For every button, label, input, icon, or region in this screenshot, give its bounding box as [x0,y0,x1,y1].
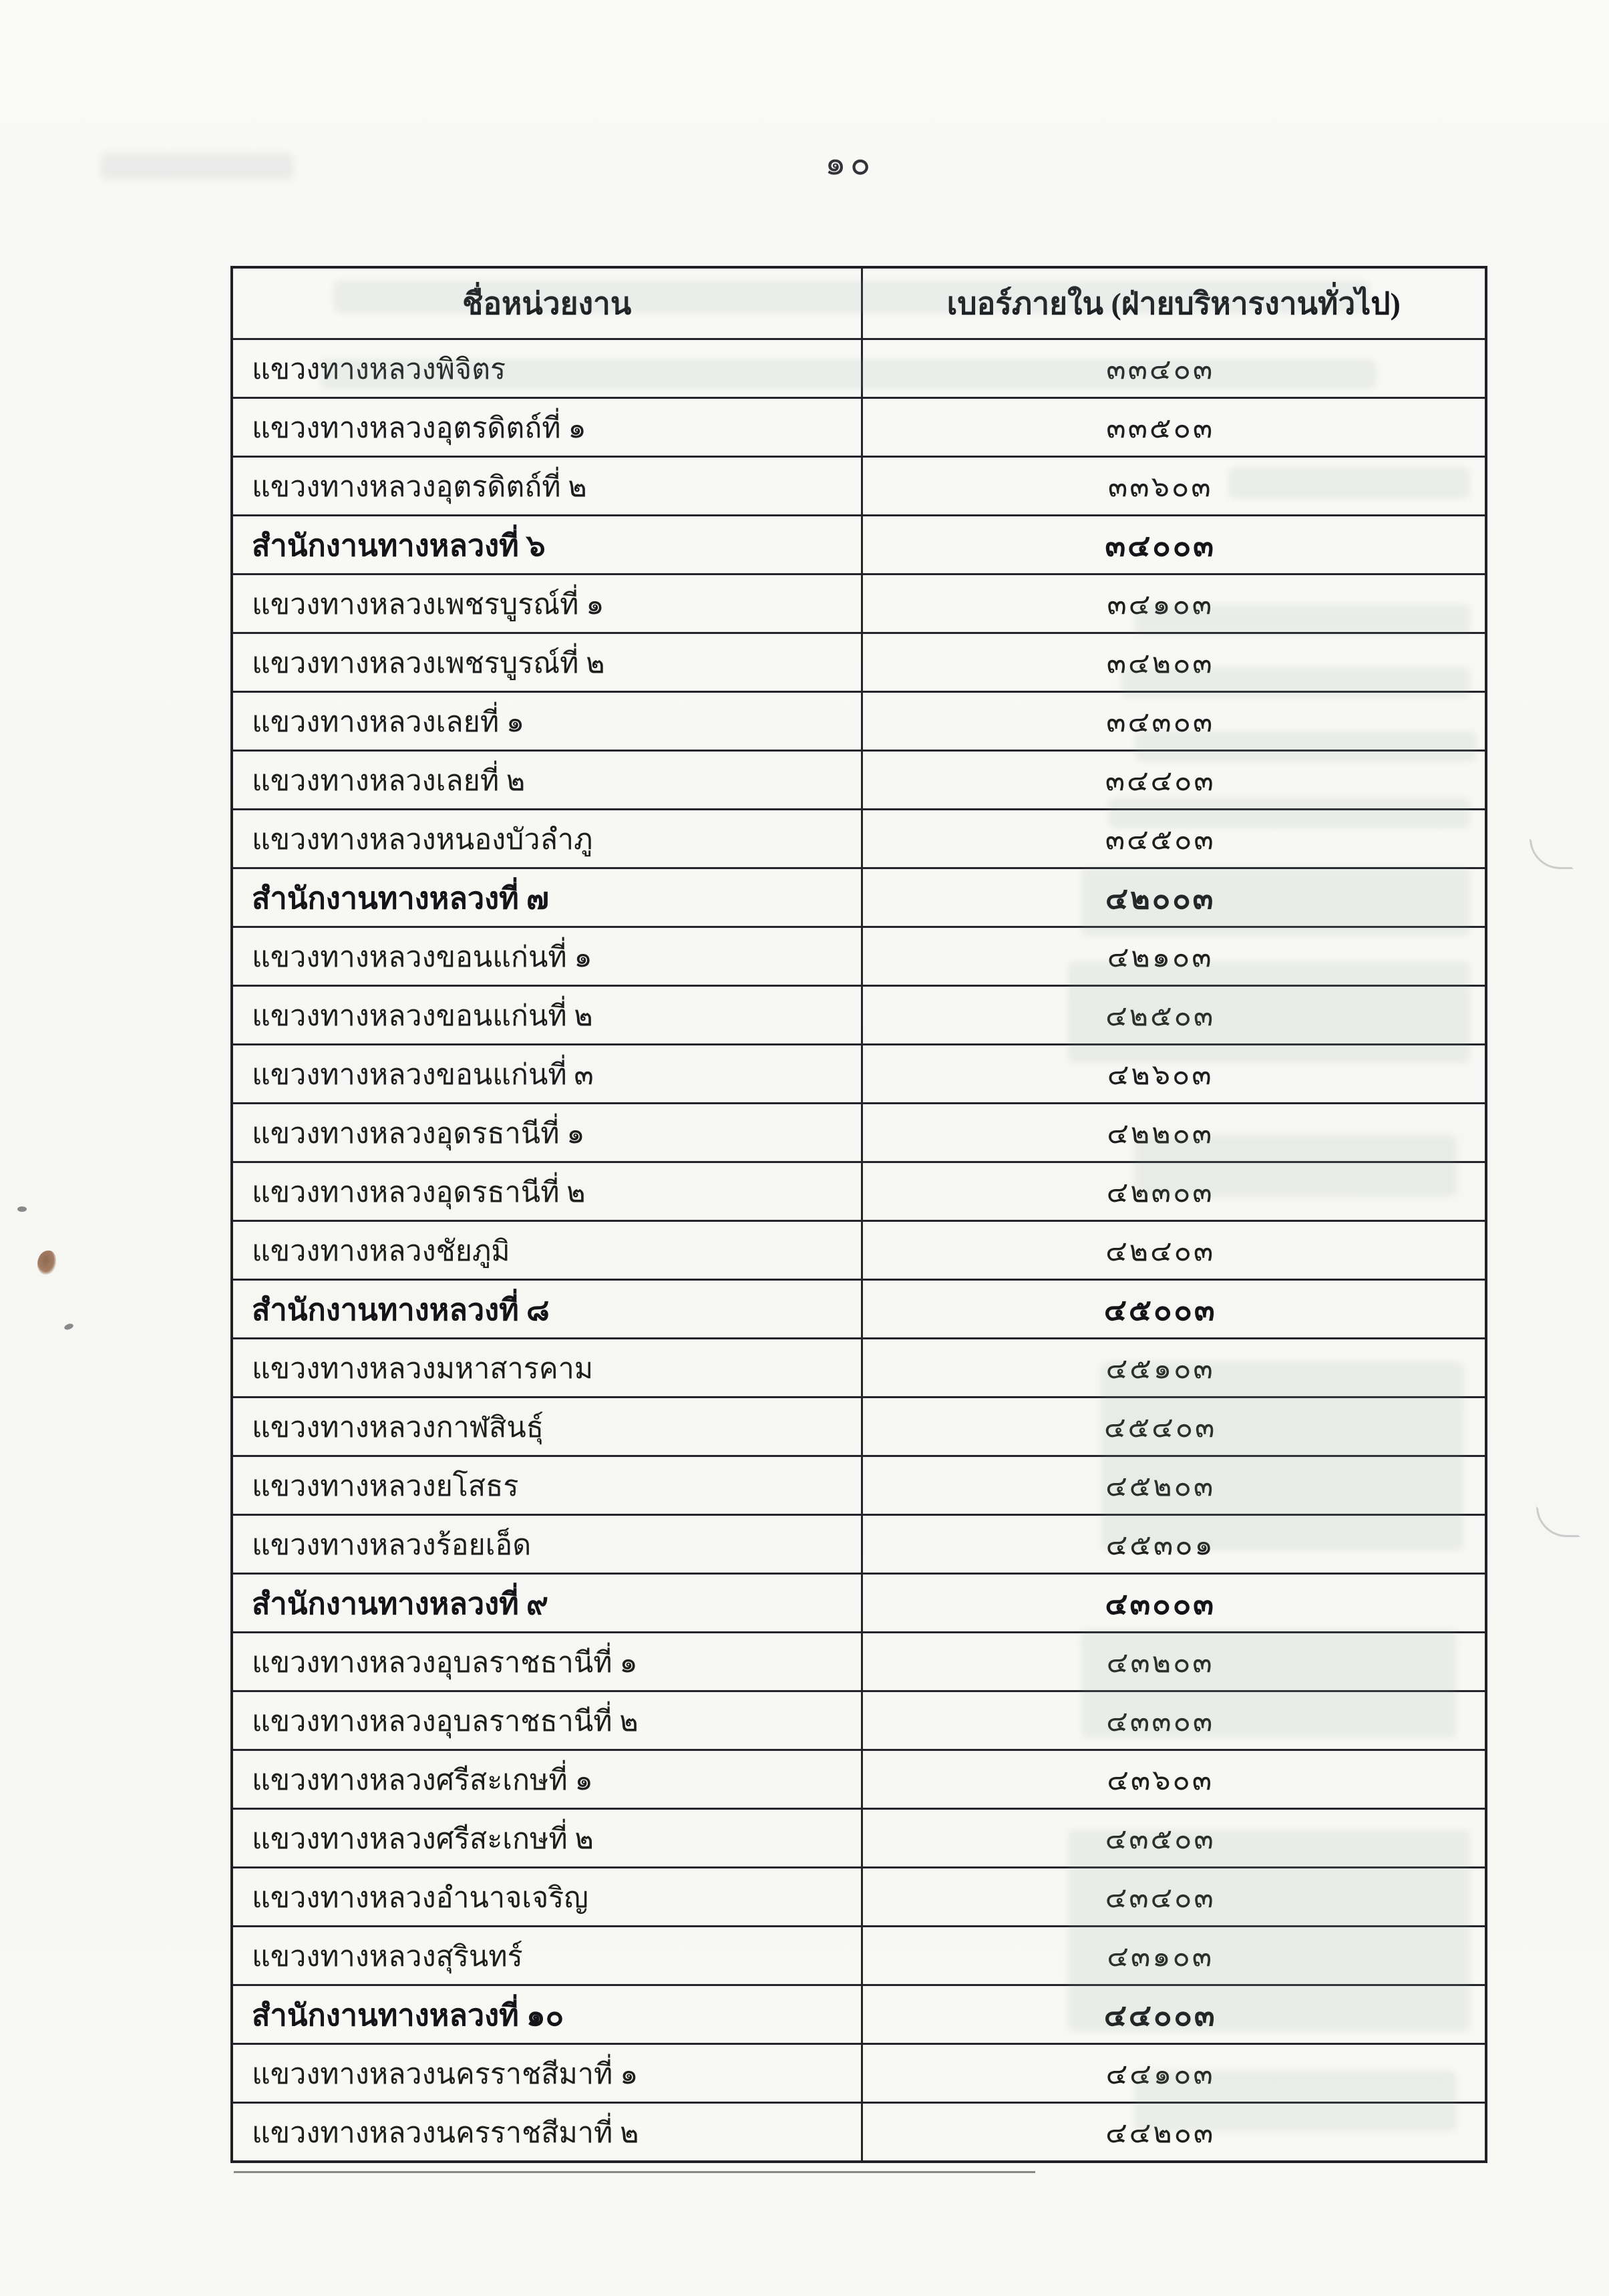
table-row [232,1985,1486,2044]
phone-number-cell: ๔๒๕๐๓ [862,986,1486,1045]
phone-number-cell: ๓๔๕๐๓ [862,810,1486,868]
phone-number-cell: ๔๕๔๐๓ [862,1398,1486,1456]
ink-blot-artifact [37,1251,56,1275]
org-name-cell: แขวงทางหลวงอุตรดิตถ์ที่ ๑ [232,398,862,457]
table-row [232,2103,1486,2162]
table-row [232,868,1486,927]
table-row [232,1750,1486,1809]
org-name-cell: สำนักงานทางหลวงที่ ๖ [232,516,862,575]
phone-number-cell: ๔๓๑๐๓ [862,1927,1486,1985]
phone-number-cell: ๔๓๔๐๓ [862,1868,1486,1927]
table-row [232,516,1486,575]
ink-speck-artifact [63,1323,74,1331]
phone-number-cell: ๔๔๒๐๓ [862,2103,1486,2162]
phone-number-cell: ๔๓๒๐๓ [862,1633,1486,1691]
table-header [232,267,1486,339]
table-row [232,810,1486,868]
table-row [232,1574,1486,1633]
table-row [232,1280,1486,1339]
org-name-cell: แขวงทางหลวงเพชรบูรณ์ที่ ๑ [232,575,862,633]
table-header-phone: เบอร์ภายใน (ฝ่ายบริหารงานทั่วไป) [862,267,1486,339]
phone-number-cell: ๔๒๓๐๓ [862,1162,1486,1221]
phone-number-cell: ๔๓๖๐๓ [862,1750,1486,1809]
org-name-cell: แขวงทางหลวงอุตรดิตถ์ที่ ๒ [232,457,862,516]
org-name-cell: แขวงทางหลวงมหาสารคาม [232,1339,862,1398]
phone-number-cell: ๔๔๑๐๓ [862,2044,1486,2103]
phone-number-cell: ๔๒๑๐๓ [862,927,1486,986]
org-name-cell: แขวงทางหลวงขอนแก่นที่ ๒ [232,986,862,1045]
table-row [232,692,1486,751]
table-row [232,2044,1486,2103]
org-name-cell: แขวงทางหลวงนครราชสีมาที่ ๒ [232,2103,862,2162]
table-row [232,927,1486,986]
table-row [232,1515,1486,1574]
phone-number-cell: ๓๓๔๐๓ [862,339,1486,398]
phone-number-cell: ๔๓๕๐๓ [862,1809,1486,1868]
phone-number-cell: ๔๕๓๐๑ [862,1515,1486,1574]
table-row [232,633,1486,692]
org-name-cell: แขวงทางหลวงอุดรธานีที่ ๒ [232,1162,862,1221]
phone-number-cell: ๔๒๒๐๓ [862,1104,1486,1162]
phone-number-cell: ๓๔๒๐๓ [862,633,1486,692]
org-name-cell: แขวงทางหลวงเพชรบูรณ์ที่ ๒ [232,633,862,692]
phone-number-cell: ๓๔๐๐๓ [862,516,1486,575]
table-bottom-scan-line [234,2171,1035,2173]
table-row [232,1456,1486,1515]
org-name-cell: แขวงทางหลวงพิจิตร [232,339,862,398]
phone-number-cell: ๓๔๑๐๓ [862,575,1486,633]
table-header-row [232,267,1486,339]
org-name-cell: แขวงทางหลวงขอนแก่นที่ ๓ [232,1045,862,1104]
phone-number-cell: ๔๕๑๐๓ [862,1339,1486,1398]
ink-speck-artifact [17,1206,27,1212]
page-number: ๑๐ [825,144,875,182]
table-row [232,339,1486,398]
table-row [232,1045,1486,1104]
phone-number-cell: ๓๔๓๐๓ [862,692,1486,751]
org-name-cell: แขวงทางหลวงยโสธร [232,1456,862,1515]
table-row [232,1104,1486,1162]
table-row [232,398,1486,457]
table-row [232,1162,1486,1221]
table-row [232,457,1486,516]
org-name-cell: สำนักงานทางหลวงที่ ๘ [232,1280,862,1339]
phone-number-cell: ๔๓๐๐๓ [862,1574,1486,1633]
table-row [232,1398,1486,1456]
org-name-cell: แขวงทางหลวงสุรินทร์ [232,1927,862,1985]
phone-number-cell: ๔๔๐๐๓ [862,1985,1486,2044]
org-name-cell: แขวงทางหลวงเลยที่ ๒ [232,751,862,810]
org-name-cell: แขวงทางหลวงอุดรธานีที่ ๑ [232,1104,862,1162]
phone-number-cell: ๔๕๐๐๓ [862,1280,1486,1339]
table-header-org-name: ชื่อหน่วยงาน [232,267,862,339]
table-row [232,1633,1486,1691]
table-row [232,575,1486,633]
org-name-cell: แขวงทางหลวงอำนาจเจริญ [232,1868,862,1927]
phone-number-cell: ๔๕๒๐๓ [862,1456,1486,1515]
table-row [232,751,1486,810]
phone-number-cell: ๓๓๖๐๓ [862,457,1486,516]
table-row [232,986,1486,1045]
paper-curl-artifact [1536,1506,1580,1537]
org-name-cell: แขวงทางหลวงชัยภูมิ [232,1221,862,1280]
org-name-cell: แขวงทางหลวงหนองบัวลำภู [232,810,862,868]
table-row [232,1809,1486,1868]
phone-number-cell: ๔๓๓๐๓ [862,1691,1486,1750]
org-name-cell: แขวงทางหลวงอุบลราชธานีที่ ๒ [232,1691,862,1750]
org-name-cell: สำนักงานทางหลวงที่ ๗ [232,868,862,927]
org-table-body [232,339,1486,2162]
org-name-cell: แขวงทางหลวงศรีสะเกษที่ ๑ [232,1750,862,1809]
org-name-cell: แขวงทางหลวงอุบลราชธานีที่ ๑ [232,1633,862,1691]
pencil-smudge-artifact [100,152,294,180]
table-row [232,1927,1486,1985]
phone-number-cell: ๓๔๔๐๓ [862,751,1486,810]
org-name-cell: แขวงทางหลวงขอนแก่นที่ ๑ [232,927,862,986]
phone-number-cell: ๔๒๖๐๓ [862,1045,1486,1104]
org-name-cell: แขวงทางหลวงเลยที่ ๑ [232,692,862,751]
paper-curl-artifact [1530,838,1574,869]
org-name-cell: แขวงทางหลวงร้อยเอ็ด [232,1515,862,1574]
org-name-cell: แขวงทางหลวงกาฬสินธุ์ [232,1398,862,1456]
table-row [232,1221,1486,1280]
org-name-cell: แขวงทางหลวงศรีสะเกษที่ ๒ [232,1809,862,1868]
org-name-cell: แขวงทางหลวงนครราชสีมาที่ ๑ [232,2044,862,2103]
table-row [232,1868,1486,1927]
table-row [232,1339,1486,1398]
org-phone-table [230,266,1487,2163]
table-row [232,1691,1486,1750]
phone-number-cell: ๔๒๔๐๓ [862,1221,1486,1280]
org-name-cell: สำนักงานทางหลวงที่ ๙ [232,1574,862,1633]
org-name-cell: สำนักงานทางหลวงที่ ๑๐ [232,1985,862,2044]
phone-number-cell: ๓๓๕๐๓ [862,398,1486,457]
phone-number-cell: ๔๒๐๐๓ [862,868,1486,927]
